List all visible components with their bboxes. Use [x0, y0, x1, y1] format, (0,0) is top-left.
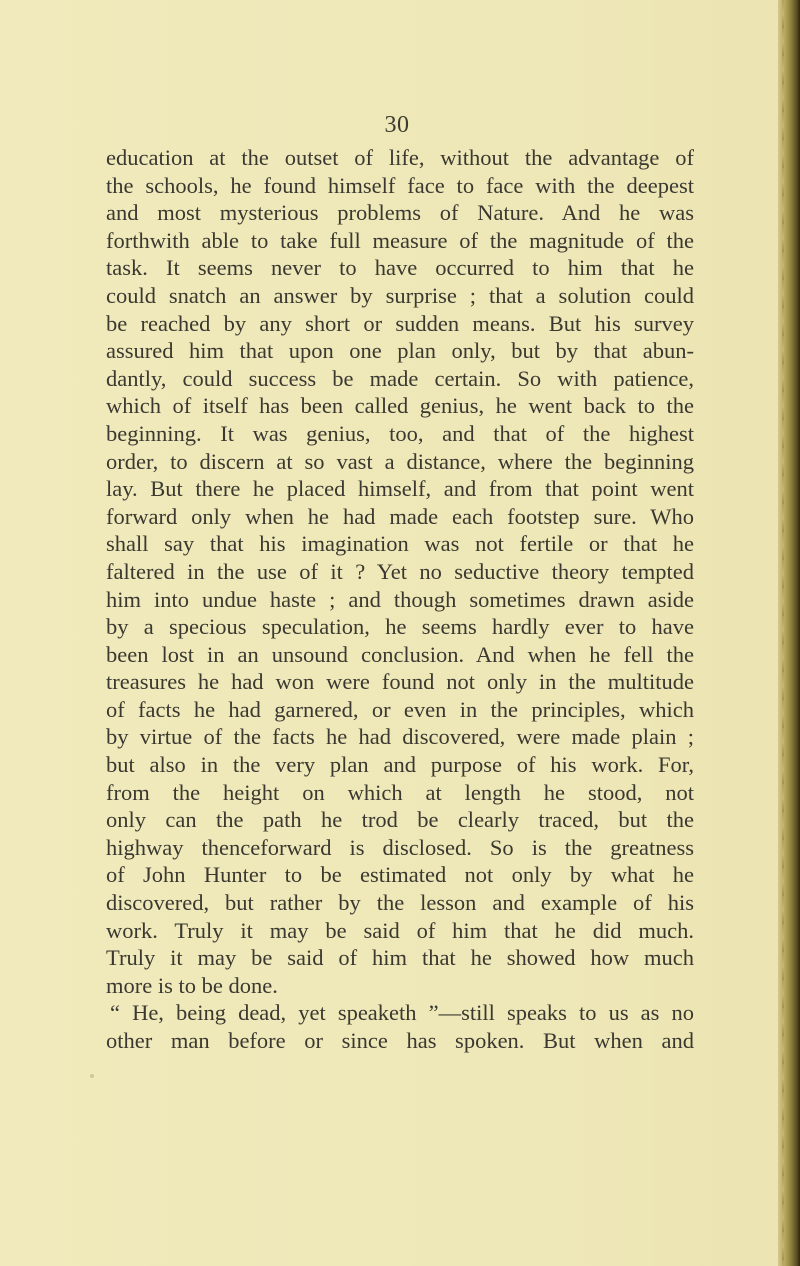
- text-line: him into undue haste ; and though sometimes drawn aside: [106, 586, 694, 612]
- text-line: from the height on which at length he stood, not: [106, 779, 694, 805]
- text-line: could snatch an answer by surprise ; that a solution could: [106, 282, 694, 308]
- text-line: been lost in an unsound conclusion. And when he fell the: [106, 641, 694, 667]
- text-line: by a specious speculation, he seems hardly ever to have: [106, 614, 694, 640]
- text-line: work. Truly it may be said of him that he did much.: [106, 917, 694, 943]
- text-line: which of itself has been called genius, he went back to the: [106, 393, 694, 419]
- text-line: forthwith able to take full measure of the magnitude of the: [106, 227, 694, 253]
- text-line: lay. But there he placed himself, and from that point went: [106, 476, 694, 502]
- text-line: beginning. It was genius, too, and that of the highest: [106, 420, 694, 446]
- body-text: [106, 144, 694, 1055]
- text-line: dantly, could success be made certain. So with patience,: [106, 365, 694, 391]
- text-line: shall say that his imagination was not fertile or that he: [106, 531, 694, 557]
- text-line: “ He, being dead, yet speaketh ”—still speaks to us as no: [110, 1000, 694, 1026]
- text-line: but also in the very plan and purpose of his work. For,: [106, 752, 694, 778]
- text-line: highway thenceforward is disclosed. So is the greatness: [106, 834, 694, 860]
- text-line: order, to discern at so vast a distance, where the beginning: [106, 448, 694, 474]
- text-line: more is to be done.: [106, 972, 278, 998]
- text-line: discovered, but rather by the lesson and example of his: [106, 890, 694, 916]
- text-line: task. It seems never to have occurred to him that he: [106, 255, 694, 281]
- text-line: and most mysterious problems of Nature. And he was: [106, 200, 694, 226]
- text-line: Truly it may be said of him that he showed how much: [106, 945, 694, 971]
- page-binding-edge: [778, 0, 800, 1266]
- text-line: of facts he had garnered, or even in the principles, which: [106, 696, 694, 722]
- text-line: of John Hunter to be estimated not only by what he: [106, 862, 694, 888]
- text-line: faltered in the use of it ? Yet no seductive theory tempted: [106, 558, 694, 584]
- text-line: education at the outset of life, without the advantage of: [106, 145, 694, 170]
- text-line: other man before or since has spoken. But when and: [106, 1028, 694, 1053]
- text-line: forward only when he had made each footstep sure. Who: [106, 503, 694, 529]
- text-line: assured him that upon one plan only, but by that abun-: [106, 338, 694, 364]
- margin-speck: [90, 1074, 94, 1078]
- text-line: only can the path he trod be clearly traced, but the: [106, 807, 694, 833]
- text-line: be reached by any short or sudden means. But his survey: [106, 310, 694, 336]
- text-line: the schools, he found himself face to face with the deepest: [106, 172, 694, 198]
- text-line: treasures he had won were found not only in the multitude: [106, 669, 694, 695]
- page-number: 30: [384, 112, 410, 138]
- text-line: by virtue of the facts he had discovered, were made plain ;: [106, 724, 694, 750]
